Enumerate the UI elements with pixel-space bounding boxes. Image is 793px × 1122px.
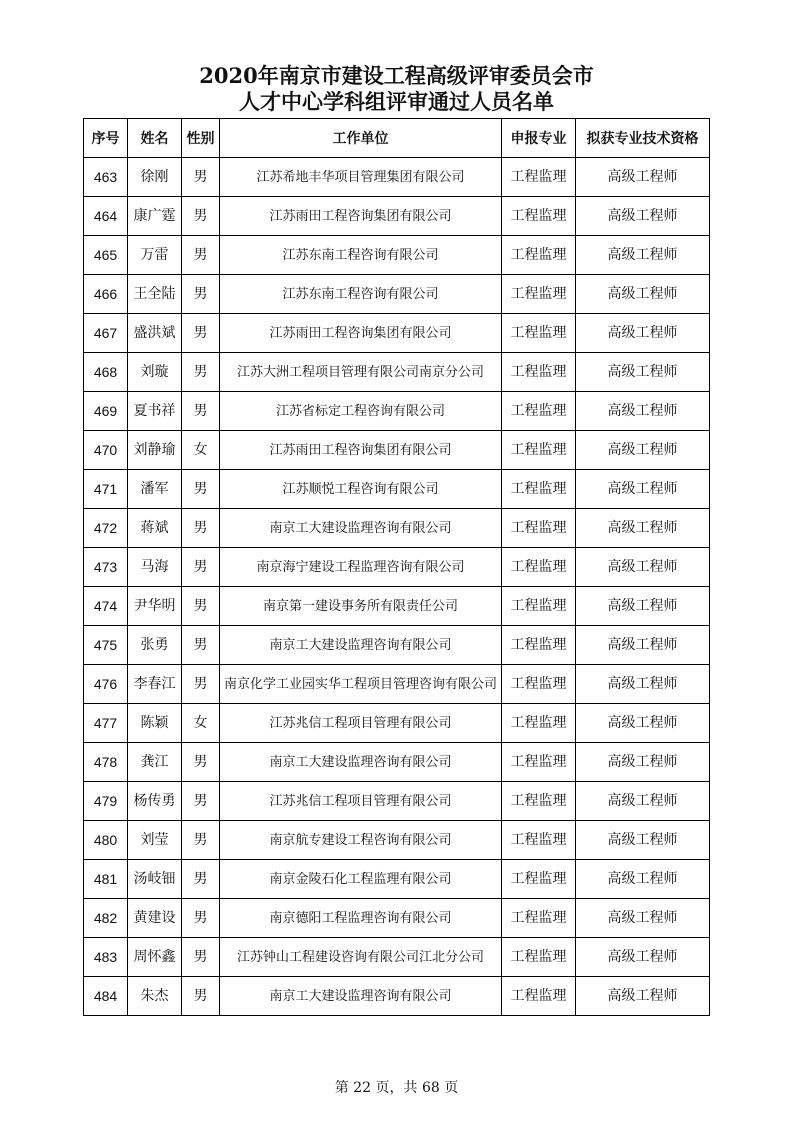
cell-specialty: 工程监理 [502,236,576,275]
cell-name: 万雷 [128,236,182,275]
cell-employer: 江苏顺悦工程咨询有限公司 [220,470,502,509]
cell-gender: 男 [182,275,220,314]
cell-qualification: 高级工程师 [576,704,710,743]
cell-seq: 475 [84,626,128,665]
cell-employer: 江苏雨田工程咨询集团有限公司 [220,197,502,236]
cell-name: 尹华明 [128,587,182,626]
cell-specialty: 工程监理 [502,392,576,431]
table-row [84,626,710,665]
cell-specialty: 工程监理 [502,665,576,704]
cell-name: 盛洪斌 [128,314,182,353]
cell-employer: 南京工大建设监理咨询有限公司 [220,977,502,1016]
cell-specialty: 工程监理 [502,509,576,548]
cell-gender: 女 [182,431,220,470]
cell-gender: 男 [182,236,220,275]
table-row [84,977,710,1016]
cell-qualification: 高级工程师 [576,470,710,509]
table-row [84,587,710,626]
cell-specialty: 工程监理 [502,938,576,977]
cell-specialty: 工程监理 [502,353,576,392]
cell-seq: 479 [84,782,128,821]
cell-name: 黄建设 [128,899,182,938]
cell-gender: 男 [182,938,220,977]
cell-seq: 482 [84,899,128,938]
cell-employer: 南京工大建设监理咨询有限公司 [220,509,502,548]
cell-gender: 女 [182,704,220,743]
cell-name: 张勇 [128,626,182,665]
header-employer: 工作单位 [220,119,502,158]
cell-specialty: 工程监理 [502,626,576,665]
table-row [84,197,710,236]
cell-qualification: 高级工程师 [576,782,710,821]
cell-specialty: 工程监理 [502,743,576,782]
cell-seq: 464 [84,197,128,236]
cell-name: 马海 [128,548,182,587]
table-row [84,821,710,860]
cell-name: 王全陆 [128,275,182,314]
table-row [84,548,710,587]
cell-seq: 474 [84,587,128,626]
table-row [84,938,710,977]
table-row [84,431,710,470]
cell-employer: 江苏兆信工程项目管理有限公司 [220,704,502,743]
cell-qualification: 高级工程师 [576,392,710,431]
cell-name: 潘军 [128,470,182,509]
cell-employer: 江苏雨田工程咨询集团有限公司 [220,431,502,470]
cell-specialty: 工程监理 [502,782,576,821]
cell-qualification: 高级工程师 [576,158,710,197]
table-row [84,353,710,392]
table-row [84,509,710,548]
page-title-line2: 人才中心学科组评审通过人员名单 [239,89,554,114]
page-title-line1: 2020年南京市建设工程高级评审委员会市 [199,63,594,88]
page-footer: 第 22 页，共 68 页 [334,1080,459,1096]
cell-seq: 478 [84,743,128,782]
cell-name: 朱杰 [128,977,182,1016]
cell-specialty: 工程监理 [502,977,576,1016]
cell-specialty: 工程监理 [502,158,576,197]
cell-seq: 477 [84,704,128,743]
cell-name: 徐刚 [128,158,182,197]
cell-employer: 江苏东南工程咨询有限公司 [220,275,502,314]
cell-gender: 男 [182,314,220,353]
cell-seq: 481 [84,860,128,899]
table-row [84,704,710,743]
cell-specialty: 工程监理 [502,314,576,353]
cell-name: 蒋斌 [128,509,182,548]
cell-qualification: 高级工程师 [576,353,710,392]
cell-specialty: 工程监理 [502,587,576,626]
cell-employer: 江苏东南工程咨询有限公司 [220,236,502,275]
cell-qualification: 高级工程师 [576,860,710,899]
table-row [84,899,710,938]
cell-employer: 江苏希地丰华项目管理集团有限公司 [220,158,502,197]
cell-seq: 468 [84,353,128,392]
cell-gender: 男 [182,392,220,431]
cell-specialty: 工程监理 [502,821,576,860]
cell-qualification: 高级工程师 [576,236,710,275]
table-row [84,782,710,821]
cell-name: 李春江 [128,665,182,704]
cell-name: 龚江 [128,743,182,782]
cell-gender: 男 [182,353,220,392]
cell-employer: 南京工大建设监理咨询有限公司 [220,626,502,665]
cell-name: 杨传勇 [128,782,182,821]
cell-name: 刘璇 [128,353,182,392]
cell-name: 汤岐钿 [128,860,182,899]
cell-specialty: 工程监理 [502,431,576,470]
cell-seq: 470 [84,431,128,470]
table-row [84,314,710,353]
cell-seq: 476 [84,665,128,704]
cell-qualification: 高级工程师 [576,977,710,1016]
table-row [84,665,710,704]
header-gender: 性别 [182,119,220,158]
cell-name: 刘莹 [128,821,182,860]
cell-gender: 男 [182,509,220,548]
table-row [84,275,710,314]
cell-seq: 469 [84,392,128,431]
cell-qualification: 高级工程师 [576,899,710,938]
cell-employer: 南京工大建设监理咨询有限公司 [220,743,502,782]
cell-qualification: 高级工程师 [576,431,710,470]
header-seq: 序号 [84,119,128,158]
results-table [83,118,710,1016]
cell-seq: 472 [84,509,128,548]
cell-seq: 483 [84,938,128,977]
cell-employer: 江苏兆信工程项目管理有限公司 [220,782,502,821]
cell-name: 陈颖 [128,704,182,743]
cell-qualification: 高级工程师 [576,587,710,626]
table-row [84,236,710,275]
cell-name: 周怀鑫 [128,938,182,977]
cell-gender: 男 [182,197,220,236]
cell-qualification: 高级工程师 [576,548,710,587]
table-row [84,470,710,509]
cell-gender: 男 [182,860,220,899]
cell-employer: 南京德阳工程监理咨询有限公司 [220,899,502,938]
cell-qualification: 高级工程师 [576,743,710,782]
cell-employer: 南京第一建设事务所有限责任公司 [220,587,502,626]
cell-gender: 男 [182,899,220,938]
cell-qualification: 高级工程师 [576,197,710,236]
cell-name: 夏书祥 [128,392,182,431]
cell-seq: 471 [84,470,128,509]
cell-gender: 男 [182,821,220,860]
cell-employer: 江苏钟山工程建设咨询有限公司江北分公司 [220,938,502,977]
cell-gender: 男 [182,158,220,197]
cell-employer: 江苏雨田工程咨询集团有限公司 [220,314,502,353]
cell-seq: 463 [84,158,128,197]
cell-seq: 473 [84,548,128,587]
cell-seq: 467 [84,314,128,353]
cell-qualification: 高级工程师 [576,821,710,860]
cell-employer: 江苏大洲工程项目管理有限公司南京分公司 [220,353,502,392]
cell-specialty: 工程监理 [502,860,576,899]
cell-employer: 江苏省标定工程咨询有限公司 [220,392,502,431]
cell-gender: 男 [182,470,220,509]
header-specialty: 申报专业 [502,119,576,158]
cell-gender: 男 [182,782,220,821]
cell-specialty: 工程监理 [502,275,576,314]
cell-specialty: 工程监理 [502,899,576,938]
cell-gender: 男 [182,587,220,626]
table-row [84,860,710,899]
table-row [84,392,710,431]
cell-employer: 南京海宁建设工程监理咨询有限公司 [220,548,502,587]
cell-gender: 男 [182,548,220,587]
cell-name: 康广霆 [128,197,182,236]
cell-employer: 南京航专建设工程咨询有限公司 [220,821,502,860]
cell-name: 刘静瑜 [128,431,182,470]
cell-qualification: 高级工程师 [576,509,710,548]
cell-specialty: 工程监理 [502,197,576,236]
cell-seq: 484 [84,977,128,1016]
cell-qualification: 高级工程师 [576,938,710,977]
cell-gender: 男 [182,977,220,1016]
cell-seq: 465 [84,236,128,275]
header-qualification: 拟获专业技术资格 [576,119,710,158]
table-row [84,743,710,782]
cell-specialty: 工程监理 [502,470,576,509]
cell-employer: 南京金陵石化工程监理有限公司 [220,860,502,899]
cell-gender: 男 [182,743,220,782]
cell-employer: 南京化学工业园实华工程项目管理咨询有限公司 [220,665,502,704]
cell-qualification: 高级工程师 [576,314,710,353]
cell-seq: 466 [84,275,128,314]
cell-qualification: 高级工程师 [576,665,710,704]
cell-gender: 男 [182,626,220,665]
cell-gender: 男 [182,665,220,704]
table-row [84,158,710,197]
cell-qualification: 高级工程师 [576,626,710,665]
cell-seq: 480 [84,821,128,860]
cell-qualification: 高级工程师 [576,275,710,314]
cell-specialty: 工程监理 [502,548,576,587]
table-header-row [84,119,710,158]
table-body [84,158,710,1016]
cell-specialty: 工程监理 [502,704,576,743]
header-name: 姓名 [128,119,182,158]
